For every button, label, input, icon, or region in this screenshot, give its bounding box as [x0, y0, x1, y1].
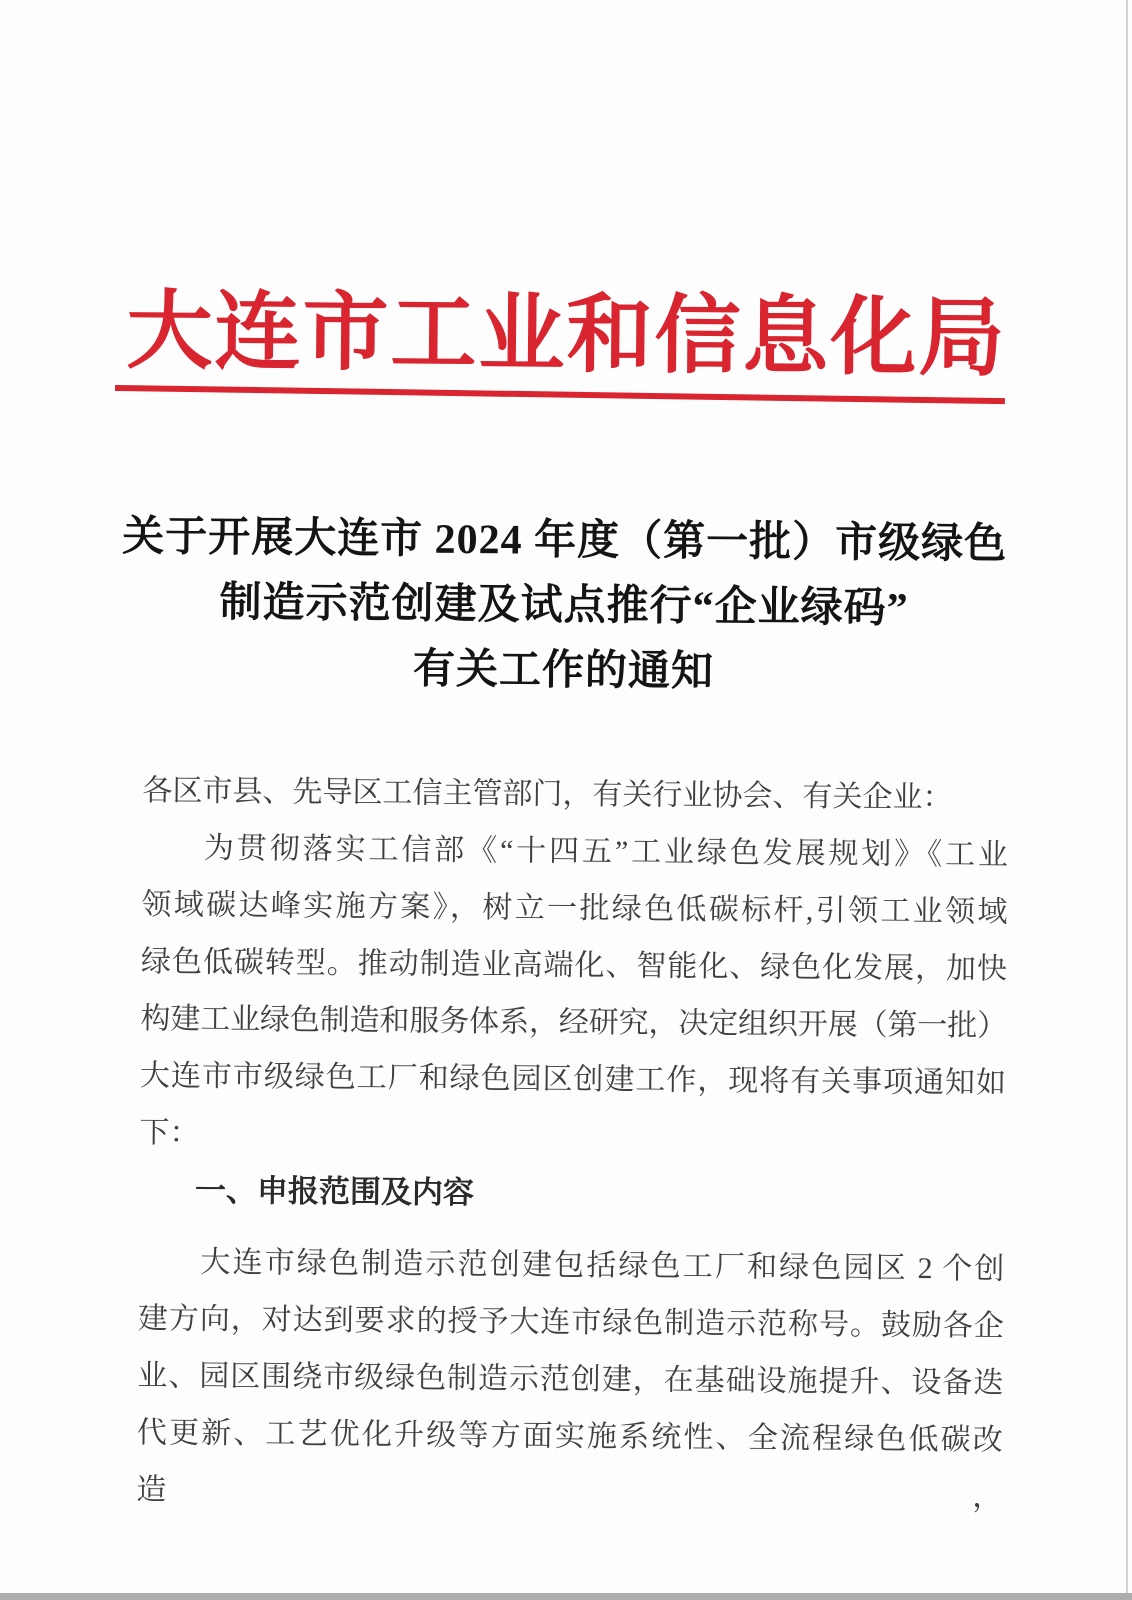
document-title	[3, 504, 1125, 709]
document-body	[136, 762, 1009, 1514]
document-title-line-3: 有关工作的通知	[412, 646, 715, 696]
scan-right-edge	[1126, 0, 1128, 1600]
scan-bottom-edge	[0, 1593, 1132, 1600]
body-line: 绿色低碳转型。推动制造业高端化、智能化、绿色化发展，加快	[140, 945, 1008, 986]
document-title-line-2: 制造示范创建及试点推行“企业绿码”	[219, 579, 909, 632]
body-line: 构建工业绿色制造和服务体系，经研究，决定组织开展（第一批）	[140, 1002, 1007, 1043]
section-heading: 一、申报范围及内容	[194, 1172, 475, 1211]
salutation-line: 各区市县、先导区工信主管部门，有关行业协会、有关企业：	[142, 774, 953, 815]
body-line: 业、园区围绕市级绿色制造示范创建，在基础设施提升、设备迭	[137, 1359, 1004, 1400]
body-line: 领域碳达峰实施方案》，树立一批绿色低碳标杆,引领工业领域	[141, 888, 1008, 929]
body-line: 大连市绿色制造示范创建包括绿色工厂和绿色园区 2 个创	[200, 1245, 1005, 1286]
agency-letterhead: 大连市工业和信息化局	[126, 283, 1007, 387]
body-line: 下：	[139, 1116, 200, 1150]
letterhead-red-rule	[115, 385, 1005, 404]
body-line: 大连市市级绿色工厂和绿色园区创建工作，现将有关事项通知如	[139, 1059, 1007, 1100]
body-line: 代更新、工艺优化升级等方面实施系统性、全流程绿色低碳改造，	[136, 1416, 1003, 1514]
body-line: 建方向，对达到要求的授予大连市绿色制造示范称号。鼓励各企	[137, 1302, 1004, 1343]
document-title-line-1: 关于开展大连市 2024 年度（第一批）市级绿色	[121, 514, 1008, 568]
body-line: 为贯彻落实工信部《“十四五”工业绿色发展规划》《工业	[203, 831, 1009, 872]
